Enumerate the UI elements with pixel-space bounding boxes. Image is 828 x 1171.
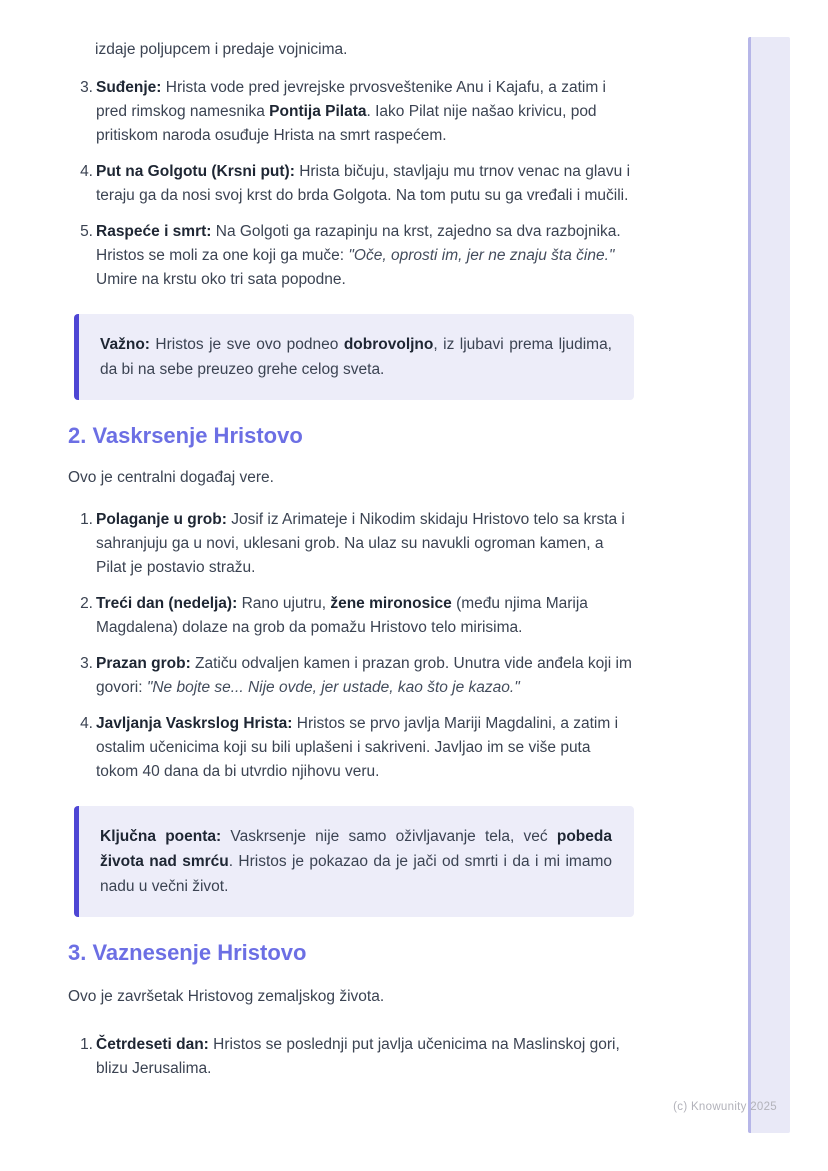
text-run: Ključna poenta: — [100, 828, 222, 845]
text-run: (među njima Marija Magdalena) dolaze na grob da pomažu Hristovo telo mirisima. — [96, 595, 588, 636]
paragraph-intro-vaznesenje: Ovo je završetak Hristovog zemaljskog života. — [68, 988, 385, 1005]
list-item — [68, 1033, 634, 1081]
item-text — [96, 508, 634, 580]
item-number: 4. — [80, 163, 93, 180]
text-run: pobeda života nad smrću — [100, 828, 612, 870]
item-text — [96, 220, 634, 292]
text-run: Hristos se prvo javlja Mariji Magdalini, a zatim i ostalim učenicima koji su bili uplašeni i sakriveni. Javljao im se više puta tokom 40 dana da bi utvrdio njihovu veru. — [96, 715, 619, 780]
text-run: Hrista bičuju, stavljaju mu trnov venac na glavu i teraju ga da nosi svoj krst do brda Golgota. Na tom putu su ga vređali i mučili. — [96, 163, 631, 204]
text-run: Raspeće i smrt: — [96, 223, 212, 240]
callout-key-point — [74, 806, 634, 917]
paragraph-continuation: izdaje poljupcem i predaje vojnicima. — [95, 41, 348, 58]
text-run: Javljanja Vaskrslog Hrista: — [96, 715, 293, 732]
text-run: Četrdeseti dan: — [96, 1036, 209, 1053]
text-run: Josif iz Arimateje i Nikodim skidaju Hristovo telo sa krsta i sahranjuju ga u novi, uklesani grob. Na ulaz su navukli ogroman kamen, a Pilat je postavio stražu. — [96, 511, 625, 576]
text-run: . Iako Pilat nije našao krivicu, pod pritiskom naroda osuđuje Hrista na smrt raspećem. — [96, 103, 597, 144]
text-run: . Hristos je pokazao da je jači od smrti i da i mi imamo nadu u večni život. — [100, 853, 612, 895]
text-run: Važno: — [100, 336, 150, 353]
list-vaskrsenje-events — [68, 508, 634, 784]
list-item — [68, 220, 634, 292]
item-number: 1. — [80, 511, 93, 528]
item-number: 3. — [80, 79, 93, 96]
text-run: Prazan grob: — [96, 655, 191, 672]
text-run: , iz ljubavi prema ljudima, da bi na sebe preuzeo grehe celog sveta. — [100, 336, 612, 378]
list-item — [68, 508, 634, 580]
text-run: Na Golgoti ga razapinju na krst, zajedno sa dva razbojnika. Hristos se moli za one koji ga muče: — [96, 223, 621, 264]
list-item — [68, 652, 634, 700]
scrollbar-track[interactable] — [748, 37, 790, 1133]
item-number: 3. — [80, 655, 93, 672]
item-text — [96, 652, 634, 700]
item-text — [96, 712, 634, 784]
text-run: Suđenje: — [96, 79, 162, 96]
callout-text — [100, 332, 612, 382]
item-number: 1. — [80, 1036, 93, 1053]
text-run: dobrovoljno — [343, 336, 434, 353]
text-run: Vaskrsenje nije samo oživljavanje tela, već — [221, 828, 557, 845]
text-run: Zatiču odvaljen kamen i prazan grob. Unutra vide anđela koji im govori: — [96, 655, 632, 696]
text-run: Put na Golgotu (Krsni put): — [96, 163, 295, 180]
list-item — [68, 712, 634, 784]
text-run: Pontija Pilata — [269, 103, 367, 120]
list-item — [68, 76, 634, 148]
text-run: žene mironosice — [330, 595, 452, 612]
text-run: "Ne bojte se... Nije ovde, jer ustade, kao što je kazao." — [146, 679, 520, 696]
text-run: Treći dan (nedelja): — [96, 595, 238, 612]
callout-important — [74, 314, 634, 400]
copyright-watermark: (c) Knowunity 2025 — [673, 1101, 777, 1113]
section-title-vaznesenje: 3. Vaznesenje Hristovo — [68, 940, 307, 965]
text-run: Polaganje u grob: — [96, 511, 227, 528]
item-text — [96, 1033, 634, 1081]
item-text — [96, 592, 634, 640]
list-vaznesenje-events — [68, 1033, 634, 1081]
text-run: Hristos je sve ovo podneo — [149, 336, 344, 353]
document-content — [68, 38, 634, 1093]
text-run: Hristos se poslednji put javlja učenicima na Maslinskoj gori, blizu Jerusalima. — [96, 1036, 620, 1077]
text-run: Rano ujutru, — [237, 595, 331, 612]
text-run: "Oče, oprosti im, jer ne znaju šta čine." — [348, 247, 615, 264]
list-passion-events — [68, 76, 634, 292]
list-item — [68, 592, 634, 640]
callout-text — [100, 824, 612, 899]
text-run: Hrista vode pred jevrejske prvosveštenike Anu i Kajafu, a zatim i pred rimskog namesnika — [96, 79, 606, 120]
section-title-vaskrsenje: 2. Vaskrsenje Hristovo — [68, 423, 303, 448]
item-number: 4. — [80, 715, 93, 732]
item-text — [96, 76, 634, 148]
list-item — [68, 160, 634, 208]
text-run: Umire na krstu oko tri sata popodne. — [96, 271, 346, 288]
item-number: 5. — [80, 223, 93, 240]
item-text — [96, 160, 634, 208]
paragraph-intro-vaskrsenje: Ovo je centralni događaj vere. — [68, 469, 274, 486]
item-number: 2. — [80, 595, 93, 612]
